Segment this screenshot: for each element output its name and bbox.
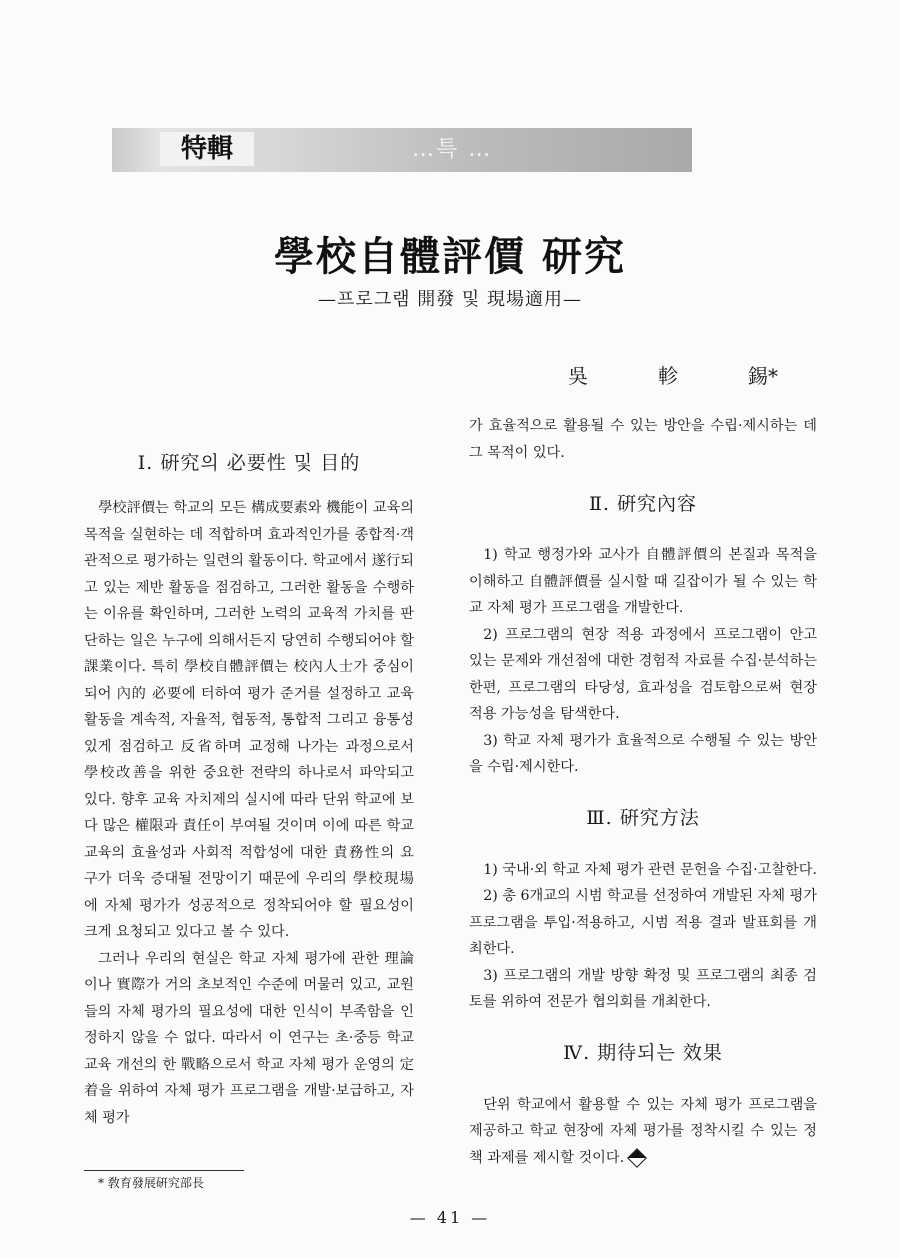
article-subtitle: —프로그램 開發 및 現場適用— (317, 289, 583, 310)
list-item: 2) 프로그램의 현장 적용 과정에서 프로그램이 안고 있는 문제와 개선점에 대한 경험적 자료를 수집·분석하는 한편, 프로그램의 타당성, 효과성을 검토함으로써 현장 적용 가능성을 탐색한다. (469, 626, 817, 722)
section-heading-3: Ⅲ. 硏究方法 (586, 807, 700, 830)
right-column (469, 413, 817, 1171)
list-item: 3) 프로그램의 개발 방향 확정 및 프로그램의 최종 검토를 위하여 전문가 협의회를 개최한다. (469, 967, 817, 1010)
end-diamond-icon (627, 1148, 647, 1168)
list-item: 3) 학교 자체 평가가 효율적으로 수행될 수 있는 방안을 수립·제시한다. (469, 732, 817, 775)
paragraph-continuation: 가 효율적으로 활용될 수 있는 방안을 수립·제시하는 데 그 목적이 있다. (469, 418, 817, 461)
section-heading-4: Ⅳ. 期待되는 效果 (563, 1042, 723, 1065)
paragraph: 그러나 우리의 현실은 학교 자체 평가에 관한 理論이나 實際가 거의 초보적인 수준에 머물러 있고, 교원들의 자체 평가의 필요성에 대한 인식이 부족함을 인정하지 않을 수 없다. 따라서 이 연구는 초·중등 학교 교육 개선의 한 戰略으로서 학교 자체 평가 운영의 定着을 위하여 자체 평가 프로그램을 개발·보급하고, 자체 평가 (84, 950, 414, 1126)
left-column (84, 443, 414, 1131)
author-given-2: 錫* (748, 364, 778, 388)
banner-faint-text: …특 … (412, 137, 493, 162)
paragraph: 學校評價는 학교의 모든 構成要素와 機能이 교육의 목적을 실현하는 데 적합하며 효과적인가를 종합적·객관적으로 평가하는 일련의 활동이다. 학교에서 遂行되고 있는 제반 활동을 점검하고, 그러한 활동을 수행하는 이유를 확인하며, 그러한 노력의 교육적 가치를 판단하는 일은 누구에 의해서든지 당연히 수행되어야 할 課業이다. 특히 學校自體評價는 校內人士가 중심이 되어 內的 必要에 터하여 평가 준거를 설정하고 교육 활동을 계속적, 자율적, 협동적, 통합적 그리고 융통성 있게 점검하고 反省하며 교정해 나가는 과정으로서 學校改善을 위한 중요한 전략의 하나로서 파악되고 있다. 향후 교육 자치제의 실시에 따라 단위 학교에 보다 많은 權限과 責任이 부여될 것이며 이에 따른 학교 교육의 효율성과 사회적 적합성에 대한 責務性의 요구가 더욱 증대될 전망이기 때문에 우리의 學校現場에 자체 평가가 성공적으로 정착되어야 할 필요성이 크게 요청되고 있다고 볼 수 있다. (84, 500, 414, 940)
closing-text: 단위 학교에서 활용할 수 있는 자체 평가 프로그램을 제공하고 학교 현장에 자체 평가를 정착시킬 수 있는 정책 과제를 제시할 것이다. (469, 1096, 817, 1166)
list-item: 2) 총 6개교의 시범 학교를 선정하여 개발된 자체 평가 프로그램을 투입·적용하고, 시범 적용 결과 발표회를 개최한다. (469, 888, 817, 957)
section-heading-1: Ⅰ. 硏究의 必要性 및 目的 (137, 452, 361, 474)
list-item: 1) 학교 행정가와 교사가 自體評價의 본질과 목적을 이해하고 自體評價를 실시할 때 길잡이가 될 수 있는 학교 자체 평가 프로그램을 개발한다. (469, 547, 817, 616)
footnote-divider (84, 1170, 244, 1171)
special-feature-banner (112, 128, 692, 172)
author-given-1: 軫 (658, 364, 678, 388)
page-number: — 41 — (409, 1208, 491, 1227)
author-surname: 吳 (568, 364, 588, 388)
banner-label: 特輯 (160, 132, 254, 166)
list-item: 1) 국내·외 학교 자체 평가 관련 문헌을 수집·고찰한다. (483, 861, 817, 878)
footnote: * 敎育發展硏究部長 (98, 1176, 204, 1190)
article-title: 學校自體評價 研究 (274, 233, 626, 280)
list-item (469, 1092, 817, 1172)
section-heading-2: Ⅱ. 硏究內容 (589, 492, 697, 515)
author-name (568, 362, 778, 390)
